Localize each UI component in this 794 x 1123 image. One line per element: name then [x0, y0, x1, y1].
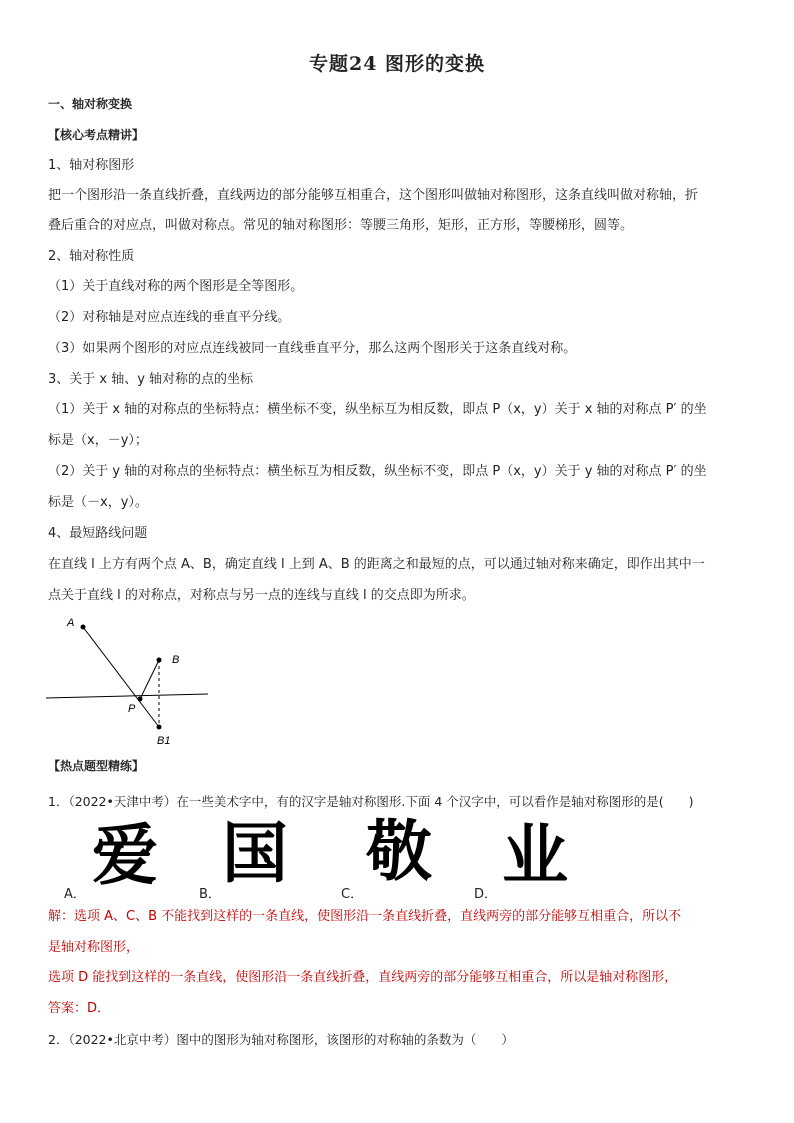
option-b-label: B．: [199, 887, 221, 902]
segment-p-b: [140, 660, 159, 699]
solution-line2: 是轴对称图形，: [48, 940, 140, 955]
heading-coordinates: 3、关于 x 轴、y 轴对称的点的坐标: [48, 372, 254, 387]
option-d-label: D．: [474, 887, 498, 902]
paragraph-definition-line1: 把一个图形沿一条直线折叠，直线两边的部分能够互相重合，这个图形叫做轴对称图形，这条直线叫做对称轴，折: [48, 188, 699, 203]
option-c-character: 敬: [366, 813, 432, 890]
option-d-character: 业: [502, 817, 568, 894]
line-l: [46, 694, 208, 698]
label-b1: B1: [157, 735, 171, 747]
question-1: 1．（2022•天津中考）在一些美术字中，有的汉字是轴对称图形.下面 4 个汉字中，可以看作是轴对称图形的是( ): [48, 794, 694, 809]
x-axis-rule-line2: 标是（x，－y）；: [48, 433, 148, 448]
heading-properties: 2、轴对称性质: [48, 249, 135, 264]
label-p: P: [128, 703, 136, 715]
question-2: 2．（2022•北京中考）图中的图形为轴对称图形，该图形的对称轴的条数为（ ）: [48, 1032, 514, 1047]
point-b1: [157, 725, 162, 730]
point-p: [138, 697, 143, 702]
segment-a-b1: [83, 627, 159, 727]
property-1: （1）关于直线对称的两个图形是全等图形。: [48, 279, 304, 294]
point-b: [157, 658, 162, 663]
section-heading: 一、轴对称变换: [48, 97, 133, 111]
y-axis-rule-line1: （2）关于 y 轴的对称点的坐标特点：横坐标互为相反数，纵坐标不变，即点 P（x，y）关于 y 轴的对称点 P′ 的坐: [48, 464, 707, 479]
property-3: （3）如果两个图形的对应点连线被同一直线垂直平分，那么这两个图形关于这条直线对称。: [48, 341, 577, 356]
option-a-character: 爱: [92, 817, 158, 894]
y-axis-rule-line2: 标是（－x，y）。: [48, 495, 148, 510]
paragraph-definition-line2: 叠后重合的对应点，叫做对称点。常见的轴对称图形：等腰三角形，矩形，正方形，等腰梯形，圆等。: [48, 218, 634, 233]
option-a-label: A．: [64, 887, 86, 902]
label-a: A: [67, 617, 75, 629]
point-a: [81, 625, 86, 630]
property-2: （2）对称轴是对应点连线的垂直平分线。: [48, 310, 291, 325]
hot-header: 【热点题型精练】: [48, 759, 145, 773]
solution-line3: 选项 D 能找到这样的一条直线，使图形沿一条直线折叠，直线两旁的部分能够互相重合，所以是轴对称图形，: [48, 970, 678, 985]
option-b-character: 国: [222, 815, 288, 892]
heading-axis-symmetric-figure: 1、轴对称图形: [48, 158, 135, 173]
shortest-path-diagram: [40, 612, 220, 752]
label-b: B: [172, 654, 180, 666]
core-header: 【核心考点精讲】: [48, 128, 145, 142]
heading-shortest-path: 4、最短路线问题: [48, 526, 148, 541]
x-axis-rule-line1: （1）关于 x 轴的对称点的坐标特点：横坐标不变，纵坐标互为相反数，即点 P（x，y）关于 x 轴的对称点 P′ 的坐: [48, 402, 707, 417]
option-c-label: C．: [341, 887, 364, 902]
solution-line1: 解：选项 A、C、B 不能找到这样的一条直线，使图形沿一条直线折叠，直线两旁的部分能够互相重合，所以不: [48, 909, 682, 924]
shortest-path-line1: 在直线 l 上方有两个点 A、B，确定直线 l 上到 A、B 的距离之和最短的点，可以通过轴对称来确定，即作出其中一: [48, 557, 705, 572]
page-title: 专题24 图形的变换: [308, 53, 486, 75]
shortest-path-line2: 点关于直线 l 的对称点，对称点与另一点的连线与直线 l 的交点即为所求。: [48, 588, 475, 603]
question-1-options: [64, 813, 684, 902]
solution-answer: 答案：D．: [48, 1001, 111, 1016]
